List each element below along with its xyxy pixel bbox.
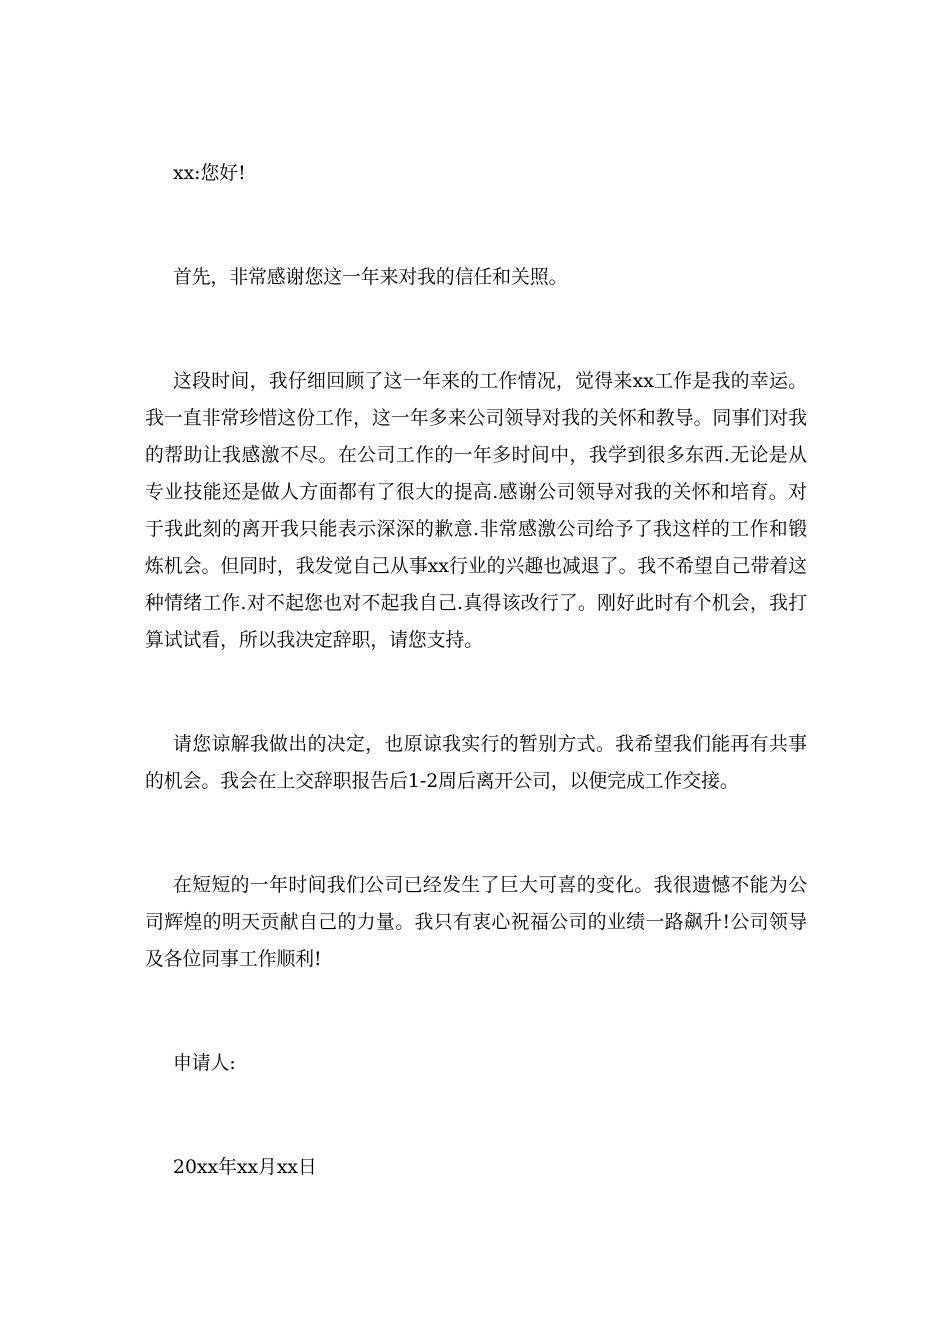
understanding-request-paragraph: 请您谅解我做出的决定，也原谅我实行的暂别方式。我希望我们能再有共事的机会。我会在上交辞职报告后1-2周后离开公司，以便完成工作交接。 xyxy=(145,734,807,792)
thanks-paragraph: 首先，非常感谢您这一年来对我的信任和关照。 xyxy=(173,267,568,288)
letter-date: 20xx年xx月xx日 xyxy=(173,1157,317,1178)
company-wishes-paragraph: 在短短的一年时间我们公司已经发生了巨大可喜的变化。我很遗憾不能为公司辉煌的明天贡献自己的力量。我只有衷心祝福公司的业绩一路飙升!公司领导及各位同事工作顺利! xyxy=(145,875,807,970)
work-review-paragraph: 这段时间，我仔细回顾了这一年来的工作情况，觉得来xx工作是我的幸运。我一直非常珍惜这份工作，这一年多来公司领导对我的关怀和教导。同事们对我的帮助让我感激不尽。在公司工作的一年多时间中，我学到很多东西.无论是从专业技能还是做人方面都有了很大的提高.感谢公司领导对我的关怀和培育。对于我此刻的离开我只能表示深深的歉意.非常感激公司给予了我这样的工作和锻炼机会。但同时，我发觉自己从事xx行业的兴趣也减退了。我不希望自己带着这种情绪工作.对不起您也对不起我自己.真得该改行了。刚好此时有个机会，我打算试试看，所以我决定辞职，请您支持。 xyxy=(145,371,807,651)
applicant-label: 申请人: xyxy=(173,1053,236,1074)
greeting-line: xx:您好! xyxy=(173,163,246,184)
